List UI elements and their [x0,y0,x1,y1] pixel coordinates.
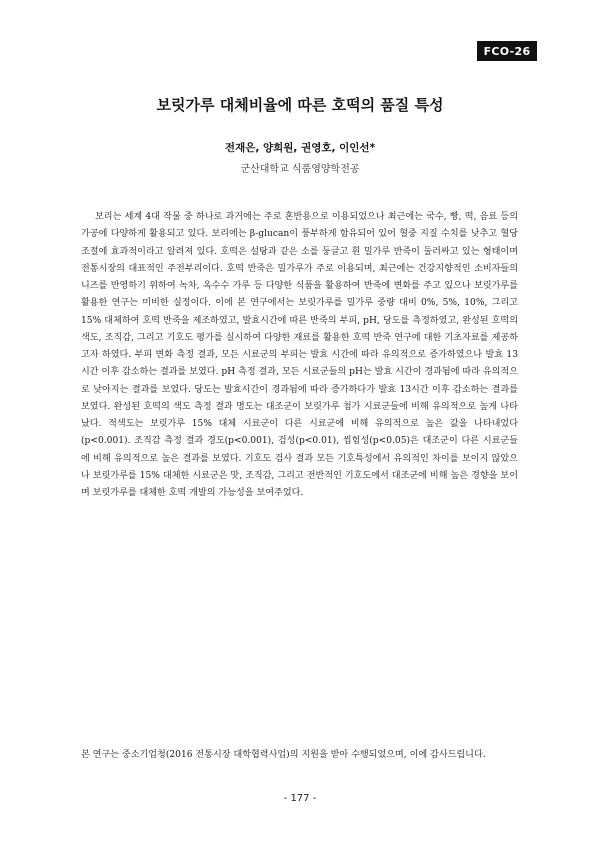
paper-title: 보릿가루 대체비율에 따른 호떡의 품질 특성 [156,96,444,114]
author-list: 전재은, 양희원, 권영호, 이인선* [224,142,376,154]
abstract-body: 보리는 세계 4대 작물 중 하나로 과거에는 주로 혼반용으로 이용되었으나 최근에는 국수, 빵, 떡, 음료 등의 가공에 다양하게 활용되고 있다. 보리에는 β-glucan이 풍부하게 함유되어 있어 혈중 지질 수치를 낮추고 혈당조절에 효과적이라고 알려져 있다. 호떡은 설탕과 같은 소를 둥글고 흰 밀가루 반죽이 둘러싸고 있는 형태이며 전통시장의 대표적인 주전부리이다. 호떡 반죽은 밀가루가 주로 이용되며, 최근에는 건강지향적인 소비자들의 니즈를 반영하기 위하여 녹차, 옥수수 가루 등 다양한 식품을 활용하여 반죽에 변화를 주고 있으나 보릿가루를 활용한 연구는 미비한 실정이다. 이에 본 연구에서는 보릿가루를 밀가루 중량 대비 0%, 5%, 10%, 그리고 15% 대체하여 호떡 반죽을 제조하였고, 발효시간에 따른 반죽의 부피, pH, 당도를 측정하였고, 완성된 호떡의 색도, 조직감, 그리고 기호도 평가를 실시하여 다양한 재료를 활용한 호떡 반죽 연구에 대한 기초자료를 제공하고자 하였다. 부피 변화 측정 결과, 모든 시료군의 부피는 발효 시간에 따라 유의적으로 증가하였으나 발효 13시간 이후 감소하는 결과를 보였다. pH 측정 결과, 모든 시료군들의 pH는 발효 시간이 경과됨에 따라 유의적으로 낮아지는 결과를 보였다. 당도는 발효시간이 경과됨에 따라 증가하다가 발효 13시간 이후 감소하는 결과를 보였다. 완성된 호떡의 색도 측정 결과 명도는 대조군이 보릿가루 첨가 시료군들에 비해 유의적으로 높게 나타났다. 적색도는 보릿가루 15% 대체 시료군이 다른 시료군에 비해 유의적으로 높은 값을 나타내었다(p<0.001). 조직감 측정 결과 경도(p<0.001), 검성(p<0.01), 씹힘성(p<0.05)은 대조군이 다른 시료군들에 비해 유의적으로 높은 결과를 보였다. 기호도 검사 결과 모든 기호특성에서 유의적인 차이를 보이지 않았으나 보릿가루를 15% 대체한 시료군은 맛, 조직감, 그리고 전반적인 기호도에서 대조군에 비해 높은 경향을 보이며 보릿가루를 대체한 호떡 개발의 가능성을 보여주었다. [81,212,518,498]
author-affiliation: 군산대학교 식품영양학전공 [240,164,360,175]
session-code-badge: FCO-26 [477,41,537,61]
page-number: - 177 - [283,793,317,804]
acknowledgement: 본 연구는 중소기업청(2016 전통시장 대학협력사업)의 지원을 받아 수행되었으며, 이에 감사드립니다. [81,750,486,760]
